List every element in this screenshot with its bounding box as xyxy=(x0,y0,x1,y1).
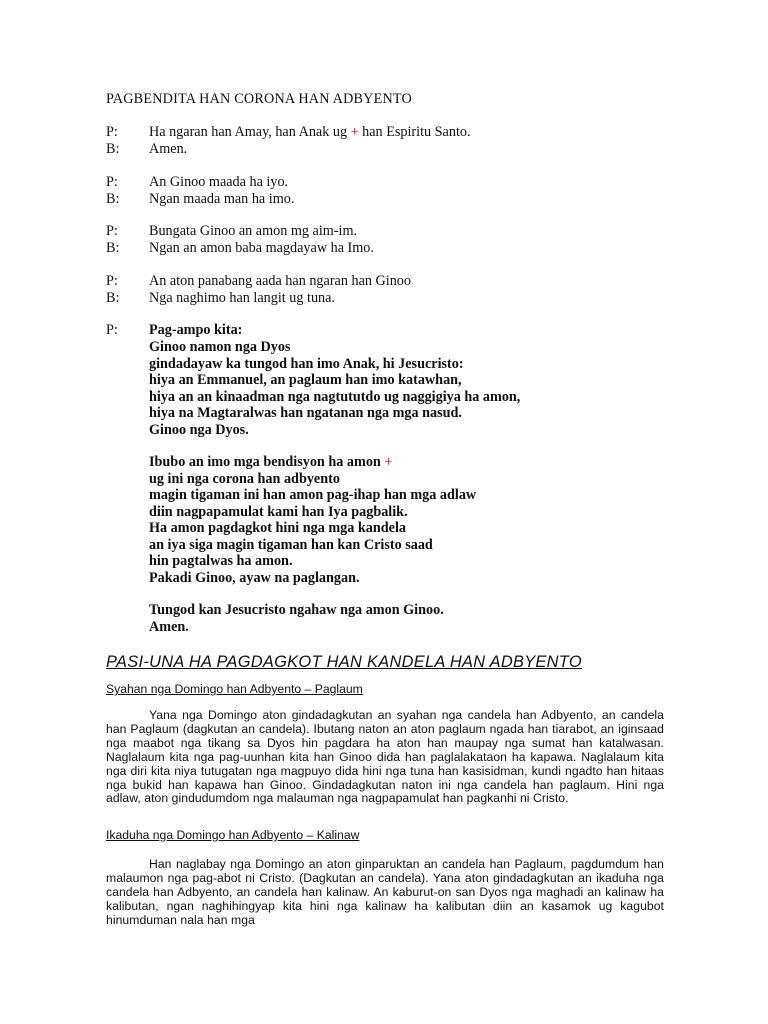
prayer-line: Ginoo nga Dyos. xyxy=(149,421,249,438)
dialogue-text: Ngan maada man ha imo. xyxy=(149,191,295,207)
prayer-text: Ibubo an imo mga bendisyon ha amon xyxy=(149,454,385,470)
cross-symbol: + xyxy=(384,454,393,470)
prayer-line: Amen. xyxy=(149,618,189,635)
prayer-line: Pakadi Ginoo, ayaw na paglangan. xyxy=(149,569,360,586)
sub-heading: Syahan nga Domingo han Adbyento – Paglaum xyxy=(106,682,363,696)
prayer-line: hin pagtalwas ha amon. xyxy=(149,553,293,569)
prayer-line xyxy=(149,454,392,471)
dialogue-text-part: han Espiritu Santo. xyxy=(358,124,471,140)
prayer-line: Tungod kan Jesucristo ngahaw nga amon Ginoo. xyxy=(149,602,444,618)
body-paragraph: Yana nga Domingo aton gindadagkutan an syahan nga candela han Adbyento, an candela han Paglaum (dagkutan an candela). Ibutang naton an aton paglaum ngada han tiarabot, an iginsaad nga maabot nga tikang sa Dyos hin pagdara ha aton han maupay nga sumat han katalwasan. Naglalaum kita nga pag-uunhan kita han Ginoo dida han paglalakataon ha kapawa. Naglalaum kita nga diri kita niya tutugatan nga magpuyo dida hini nga tuna han kasisidman, kundi ngadto han hitaas nga bukid han kapawa han Ginoo. Gindadagkutan naton ini nga candela han paglaum. Hini nga adlaw, aton gindudumdom nga malauman nga nagpapamulat han pagkanhi ni Cristo. xyxy=(106,708,664,806)
speaker-label: P: xyxy=(106,273,118,289)
prayer-line: Ha amon pagdagkot hini nga mga kandela xyxy=(149,520,407,536)
dialogue-text: An aton panabang aada han ngaran han Ginoo xyxy=(149,273,411,289)
speaker-label: B: xyxy=(106,290,120,306)
dialogue-text: Amen. xyxy=(149,141,188,157)
speaker-label: P: xyxy=(106,223,118,239)
sub-heading: Ikaduha nga Domingo han Adbyento – Kalinaw xyxy=(106,828,360,842)
prayer-line: magin tigaman ini han amon pag-ihap han mga adlaw xyxy=(149,487,477,503)
speaker-label: B: xyxy=(106,191,120,207)
speaker-label: P: xyxy=(106,174,118,190)
speaker-label: P: xyxy=(106,322,118,338)
prayer-line: hiya an an kinaadman nga nagtututdo ug naggigiya ha amon, xyxy=(149,388,521,405)
prayer-line: ug ini nga corona han adbyento xyxy=(149,470,340,487)
prayer-line: gindadayaw ka tungod han imo Anak, hi Jesucristo: xyxy=(149,355,464,372)
cross-symbol: + xyxy=(350,124,359,140)
body-paragraph: Han naglabay nga Domingo an aton ginparuktan an candela han Paglaum, pagdumdum han malaumon nga pag-abot ni Cristo. (Dagkutan an candela). Yana aton gindadagkutan an ikaduha nga candela han Adbyento, an candela han kalinaw. An kaburut-on san Dyos nga maghadi an kalinaw ha kalibutan, ngan naghihingyap kita hini nga kalinaw ha kalibutan diin an kasamok ug kagubot hinumduman nala han mga xyxy=(106,857,664,927)
dialogue-text: Bungata Ginoo an amon mg aim-im. xyxy=(149,223,358,239)
dialogue-text: Nga naghimo han langit ug tuna. xyxy=(149,290,335,306)
prayer-line: an iya siga magin tigaman han kan Cristo saad xyxy=(149,536,433,553)
dialogue-text-part: Ha ngaran han Amay, han Anak ug xyxy=(149,124,351,140)
dialogue-text: Ngan an amon baba magdayaw ha Imo. xyxy=(149,240,374,256)
prayer-line: diin nagpapamulat kami han Iya pagbalik. xyxy=(149,503,408,520)
dialogue-text: Pag-ampo kita: xyxy=(149,322,243,338)
dialogue-text: An Ginoo maada ha iyo. xyxy=(149,174,289,190)
dialogue-text xyxy=(149,124,471,141)
speaker-label: P: xyxy=(106,124,118,140)
section-heading: PASI-UNA HA PAGDAGKOT HAN KANDELA HAN ADBYENTO xyxy=(106,653,582,671)
prayer-line: Ginoo namon nga Dyos xyxy=(149,339,291,355)
prayer-line: hiya na Magtaralwas han ngatanan nga mga nasud. xyxy=(149,405,462,421)
document-title: PAGBENDITA HAN CORONA HAN ADBYENTO xyxy=(106,91,412,107)
prayer-line: hiya an Emmanuel, an paglaum han imo katawhan, xyxy=(149,372,462,388)
speaker-label: B: xyxy=(106,240,120,256)
speaker-label: B: xyxy=(106,141,120,157)
